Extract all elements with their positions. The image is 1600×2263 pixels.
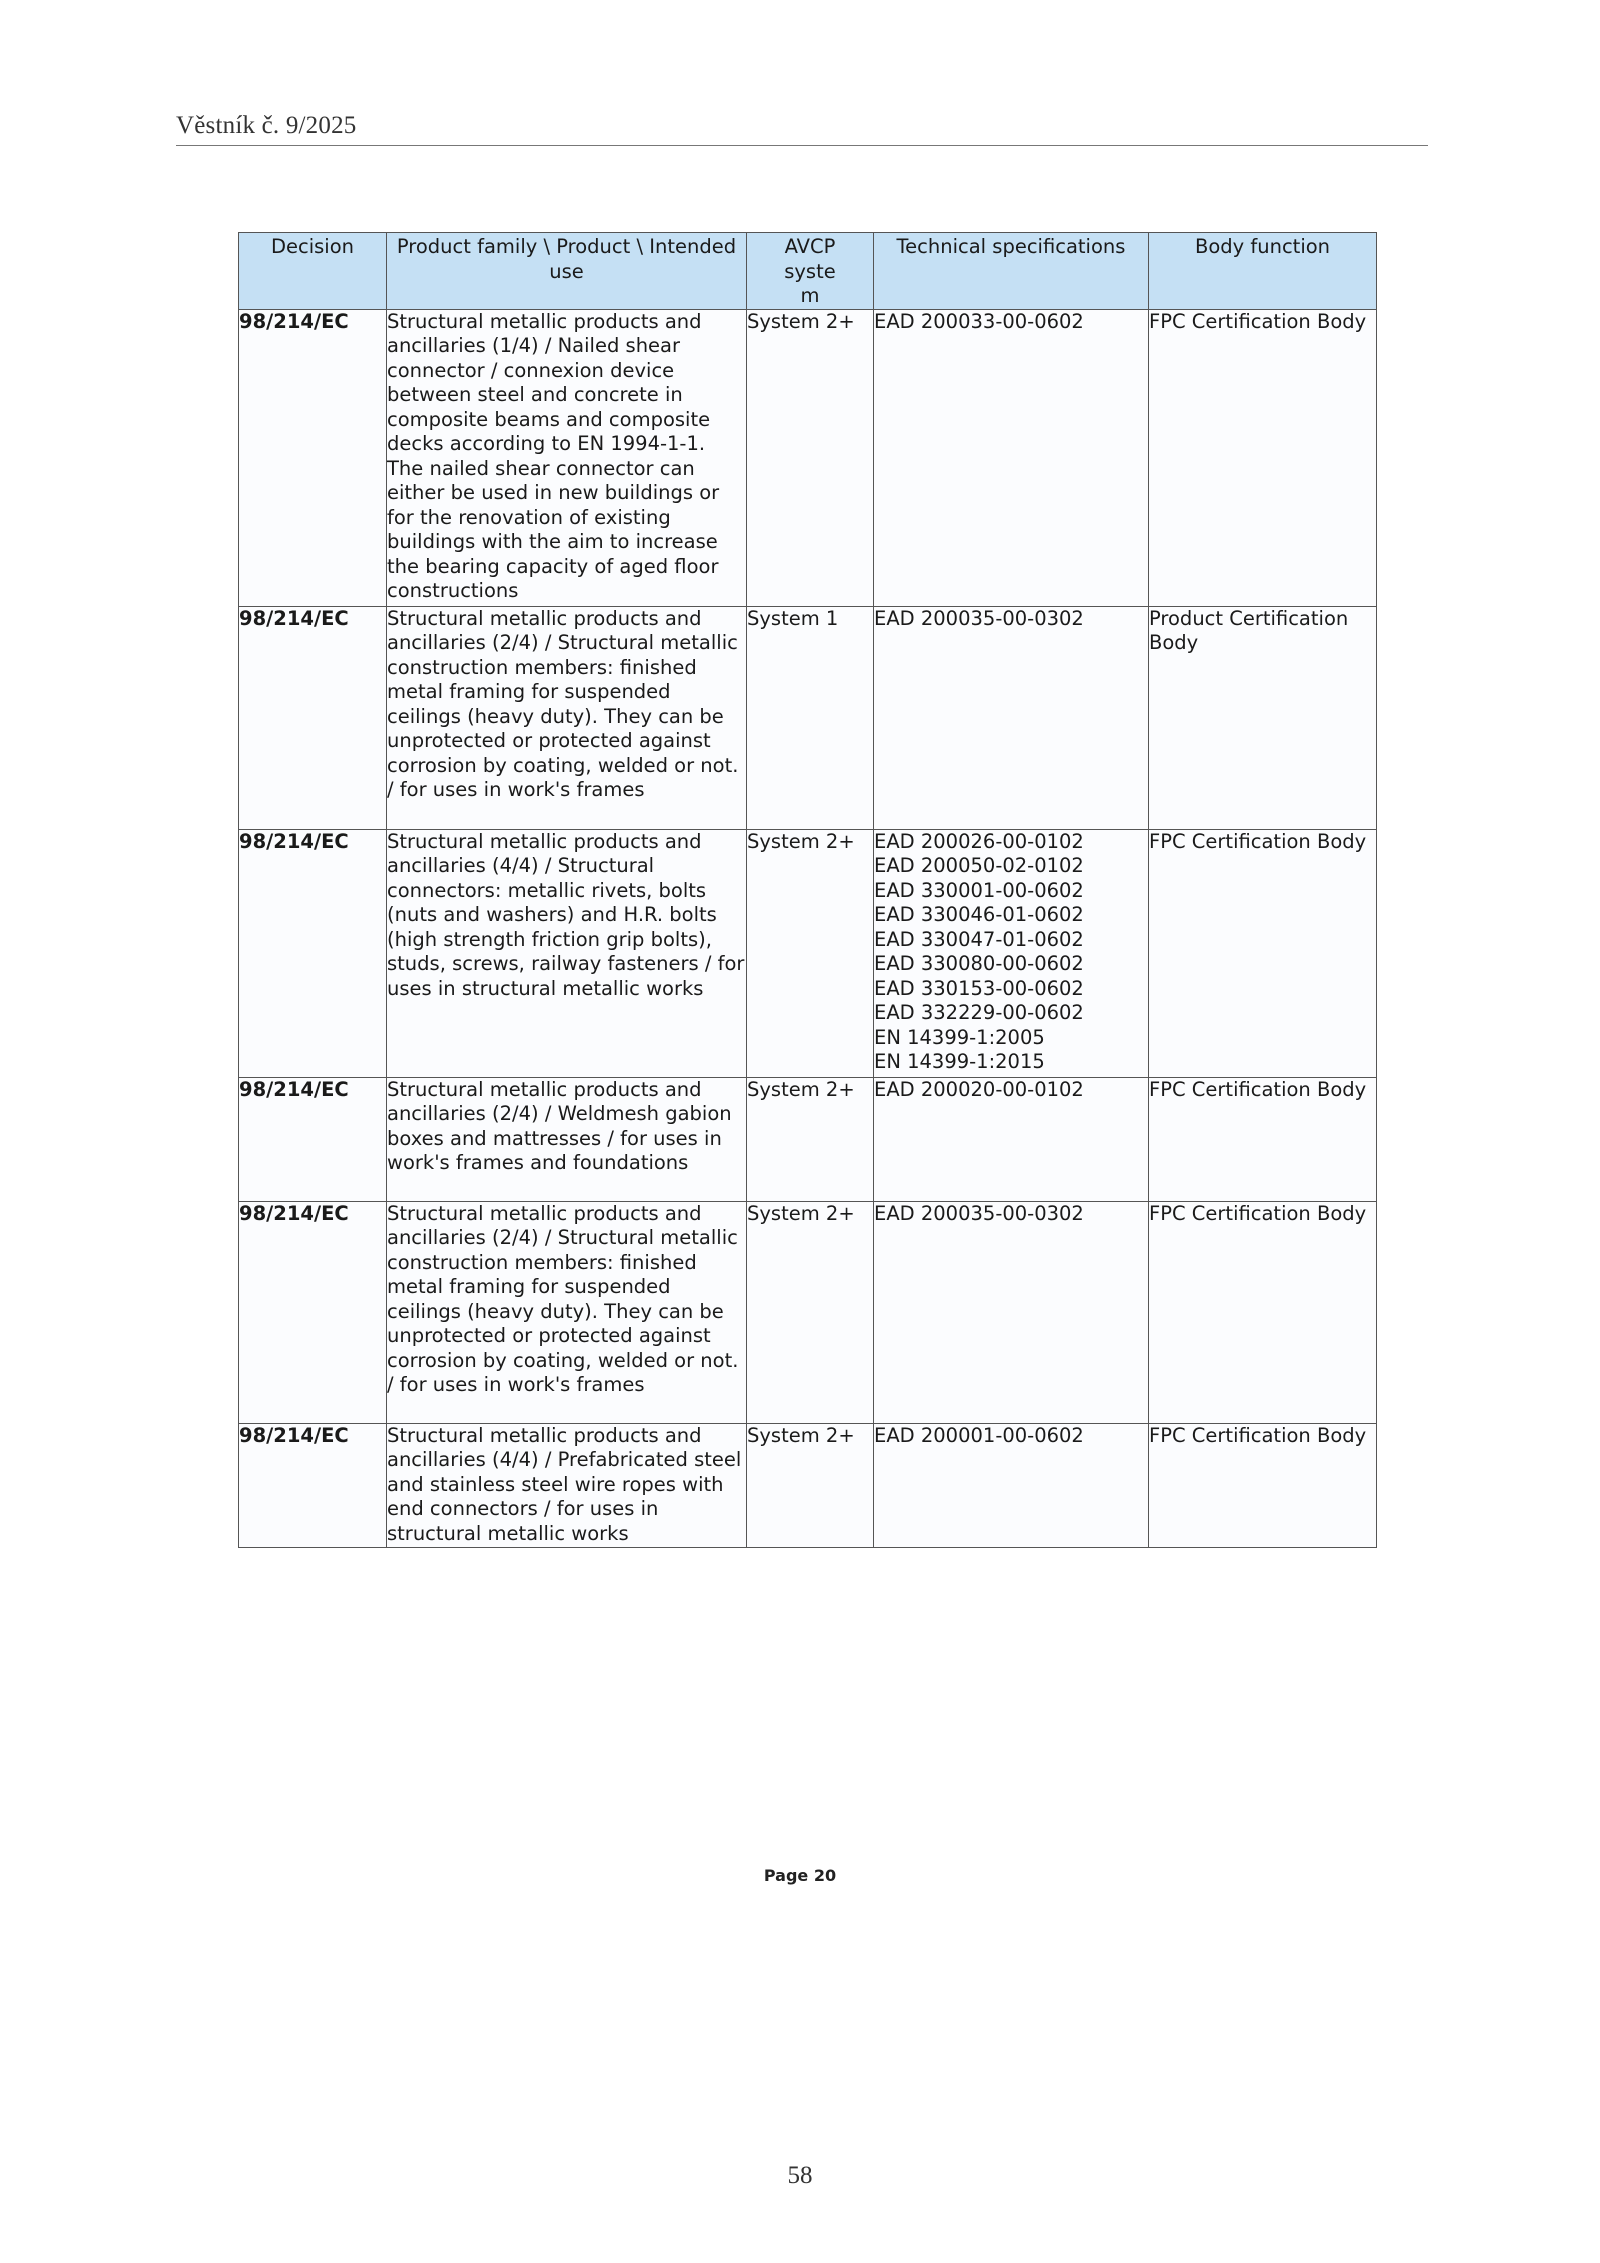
body-function-cell: FPC Certification Body — [1149, 1077, 1377, 1201]
product-cell: Structural metallic products and ancillaries (4/4) / Structural connectors: metallic rivets, bolts (nuts and washers) and H.R. bolts (high strength friction grip bolts), studs, screws, railway fasteners / for uses in structural metallic works — [387, 829, 747, 1077]
decision-cell: 98/214/EC — [239, 309, 387, 606]
inner-page-label: Page 20 — [763, 1866, 837, 1885]
table-row — [239, 1077, 1377, 1201]
table-row — [239, 829, 1377, 1077]
specs-cell — [874, 606, 1149, 829]
bulletin-title: Věstník č. 9/2025 — [176, 112, 357, 139]
spec-item: EAD 200001-00-0602 — [874, 1423, 1084, 1447]
avcp-cell: System 2+ — [747, 1423, 874, 1547]
specs-cell — [874, 829, 1149, 1077]
table-row — [239, 1423, 1377, 1547]
column-header-avcp: AVCP system — [747, 233, 874, 310]
spec-item: EAD 330047-01-0602 — [874, 927, 1084, 951]
spec-item: EAD 200050-02-0102 — [874, 854, 1084, 877]
decision-cell: 98/214/EC — [239, 1201, 387, 1423]
avcp-cell: System 2+ — [747, 829, 874, 1077]
table-row — [239, 1201, 1377, 1423]
specs-cell — [874, 1423, 1149, 1547]
spec-item: EAD 332229-00-0602 — [874, 1001, 1084, 1024]
spec-item: EAD 330001-00-0602 — [874, 878, 1084, 902]
spec-item: EAD 200035-00-0302 — [874, 1201, 1084, 1225]
spec-item: EAD 200035-00-0302 — [874, 606, 1084, 630]
page-number: 58 — [787, 2162, 813, 2189]
table-row — [239, 309, 1377, 606]
header-divider — [176, 145, 1428, 146]
body-function-cell: FPC Certification Body — [1149, 1201, 1377, 1423]
table-header-row — [239, 233, 1377, 310]
product-cell: Structural metallic products and ancillaries (4/4) / Prefabricated steel and stainless steel wire ropes with end connectors / for uses in structural metallic works — [387, 1423, 747, 1547]
body-function-cell: FPC Certification Body — [1149, 1423, 1377, 1547]
specs-cell — [874, 1077, 1149, 1201]
column-header-technical-specs: Technical specifications — [874, 233, 1149, 310]
certification-table — [238, 232, 1377, 1548]
column-header-decision: Decision — [239, 233, 387, 310]
avcp-cell: System 1 — [747, 606, 874, 829]
specs-cell — [874, 1201, 1149, 1423]
spec-item: EAD 330046-01-0602 — [874, 903, 1084, 926]
product-cell: Structural metallic products and ancillaries (2/4) / Structural metallic construction members: finished metal framing for suspended ceilings (heavy duty). They can be unprotected or protected against corrosion by coating, welded or not. / for uses in work's frames — [387, 606, 747, 829]
body-function-cell: FPC Certification Body — [1149, 829, 1377, 1077]
product-cell: Structural metallic products and ancillaries (2/4) / Structural metallic construction members: finished metal framing for suspended ceilings (heavy duty). They can be unprotected or protected against corrosion by coating, welded or not. / for uses in work's frames — [387, 1201, 747, 1423]
decision-cell: 98/214/EC — [239, 1423, 387, 1547]
spec-item: EAD 330153-00-0602 — [874, 976, 1084, 1000]
spec-item: EN 14399-1:2015 — [874, 1050, 1045, 1073]
column-header-body-function: Body function — [1149, 233, 1377, 310]
column-header-product: Product family \ Product \ Intended use — [387, 233, 747, 310]
product-cell: Structural metallic products and ancillaries (1/4) / Nailed shear connector / connexion device between steel and concrete in composite beams and composite decks according to EN 1994-1-1. The nailed shear connector can either be used in new buildings or for the renovation of existing buildings with the aim to increase the bearing capacity of aged floor constructions — [387, 309, 747, 606]
decision-cell: 98/214/EC — [239, 829, 387, 1077]
spec-item: EAD 330080-00-0602 — [874, 952, 1084, 975]
spec-item: EN 14399-1:2005 — [874, 1025, 1045, 1049]
decision-cell: 98/214/EC — [239, 1077, 387, 1201]
spec-item: EAD 200026-00-0102 — [874, 829, 1084, 853]
product-cell: Structural metallic products and ancillaries (2/4) / Weldmesh gabion boxes and mattresses / for uses in work's frames and foundations — [387, 1077, 747, 1201]
body-function-cell: FPC Certification Body — [1149, 309, 1377, 606]
avcp-cell: System 2+ — [747, 1201, 874, 1423]
body-function-cell: Product Certification Body — [1149, 606, 1377, 829]
specs-cell — [874, 309, 1149, 606]
decision-cell: 98/214/EC — [239, 606, 387, 829]
avcp-cell: System 2+ — [747, 309, 874, 606]
table-row — [239, 606, 1377, 829]
spec-item: EAD 200020-00-0102 — [874, 1077, 1084, 1101]
spec-item: EAD 200033-00-0602 — [874, 309, 1084, 333]
avcp-cell: System 2+ — [747, 1077, 874, 1201]
